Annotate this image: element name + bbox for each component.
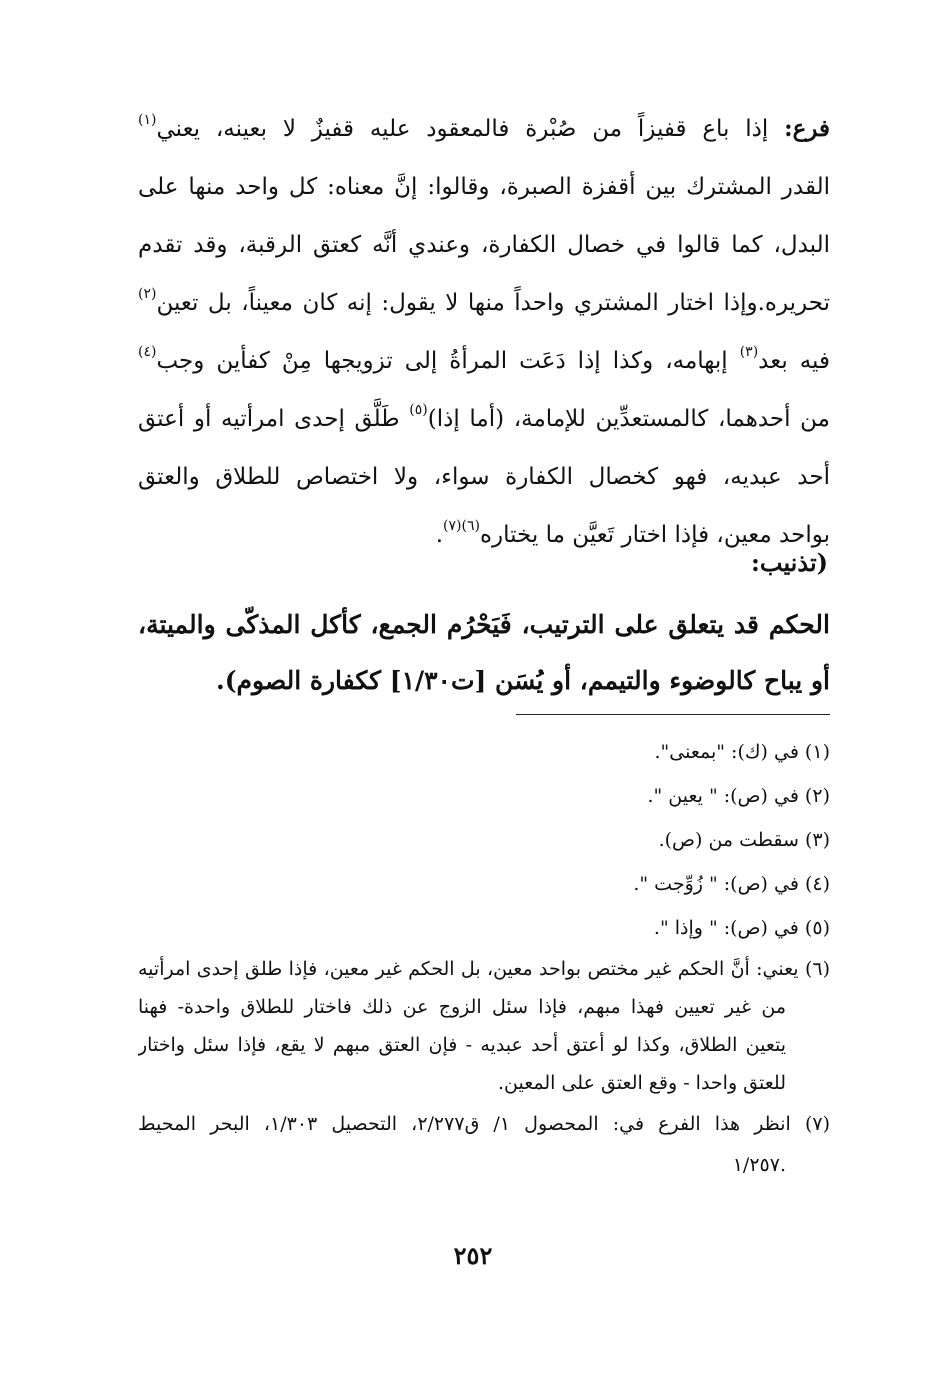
- footnote: (٣) سقطت من (ص).: [658, 829, 830, 851]
- footnote: (٤) في (ص): " زُوِّجت ".: [633, 873, 830, 895]
- footnote-ref: (٤): [138, 344, 157, 360]
- line-text: تحريره.وإذا اختار المشتري واحداً منها لا يقول: إنه كان معيناً، بل تعين: [156, 290, 830, 316]
- rule-line: أو يباح كالوضوء والتيمم، أو يُسَن [ت١/٣٠] ككفارة الصوم).: [216, 666, 830, 695]
- footnote-ref: (٢): [138, 286, 157, 302]
- line-text: فيه بعد: [758, 348, 830, 374]
- footnote: (١) في (ك): "بمعنى".: [654, 741, 830, 763]
- footnotes: [138, 730, 830, 1184]
- main-line: [138, 390, 830, 448]
- rule-text: [138, 597, 830, 709]
- main-line: [138, 332, 830, 390]
- footnote-ref: (٣): [739, 344, 759, 360]
- line-text: بواحد معين، فإذا اختار تَعيَّن ما يختاره: [479, 522, 830, 548]
- line-text: القدر المشترك بين أقفزة الصبرة، وقالوا: إنَّ معناه: كل واحد منها على: [138, 174, 830, 200]
- line-text: من أحدهما، كالمستعدِّين للإمامة، (أما إذا): [427, 406, 830, 432]
- line-text: .: [435, 522, 444, 548]
- line-text: طَلَّق إحدى امرأتيه أو أعتق: [138, 406, 410, 432]
- footnote: (٦) يعني: أنَّ الحكم غير مختص بواحد معين، بل الحكم غير معين، فإذا طلق إحدى امرأتيه: [138, 958, 830, 980]
- section-heading: (تذنيب:: [751, 548, 828, 577]
- footnote: (٥) في (ص): " وإذا ".: [653, 917, 830, 939]
- page-number: ٢٥٢: [453, 1241, 493, 1270]
- main-line: [138, 216, 830, 274]
- line-text: إذا باع قفيزاً من صُبْرة فالمعقود عليه قفيزٌ لا بعينه، يعني: [156, 116, 785, 142]
- main-line: [138, 448, 830, 506]
- footnote: (٧) انظر هذا الفرع في: المحصول ١/ ق٢/٢٧٧، التحصيل ١/٣٠٣، البحر المحيط: [138, 1113, 830, 1135]
- main-text: [138, 100, 830, 564]
- far-label: فرع:: [784, 115, 830, 142]
- main-line: [138, 158, 830, 216]
- footnote-ref: (١): [138, 112, 157, 128]
- rule-line: الحكم قد يتعلق على الترتيب، فَيَحْرُم الجمع، كأكل المذكّى والميتة،: [138, 610, 830, 639]
- main-line: [138, 274, 830, 332]
- line-text: البدل، كما قالوا في خصال الكفارة، وعندي أنَّه كعتق الرقبة، وقد تقدم: [138, 232, 830, 258]
- line-text: أحد عبديه، فهو كخصال الكفارة سواء، ولا اختصاص للطلاق والعتق: [138, 464, 830, 490]
- line-text: إبهامه، وكذا إذا دَعَت المرأةُ إلى تزويجها مِنْ كفأين وجب: [156, 348, 740, 374]
- footnote-continuation: يتعين الطلاق، وكذا لو أعتق أحد عبديه - فإن العتق مبهم لا يقع، فإذا سئل واختار: [138, 1034, 786, 1056]
- footnote: (٢) في (ص): " يعين ".: [647, 785, 830, 807]
- main-line: [138, 506, 830, 564]
- footnote-continuation: .١/٢٥٧: [732, 1154, 786, 1176]
- main-line: [138, 100, 830, 158]
- footnote-ref: (٦)(٧): [443, 518, 480, 534]
- footnote-divider: [516, 714, 830, 715]
- footnote-ref: (٥): [409, 402, 428, 418]
- footnote-continuation: من غير تعيين فهذا مبهم، فإذا سئل الزوج عن ذلك فاختار للطلاق واحدة- فهنا: [138, 996, 786, 1018]
- footnote-continuation: للعتق واحدا - وقع العتق على المعين.: [497, 1072, 786, 1094]
